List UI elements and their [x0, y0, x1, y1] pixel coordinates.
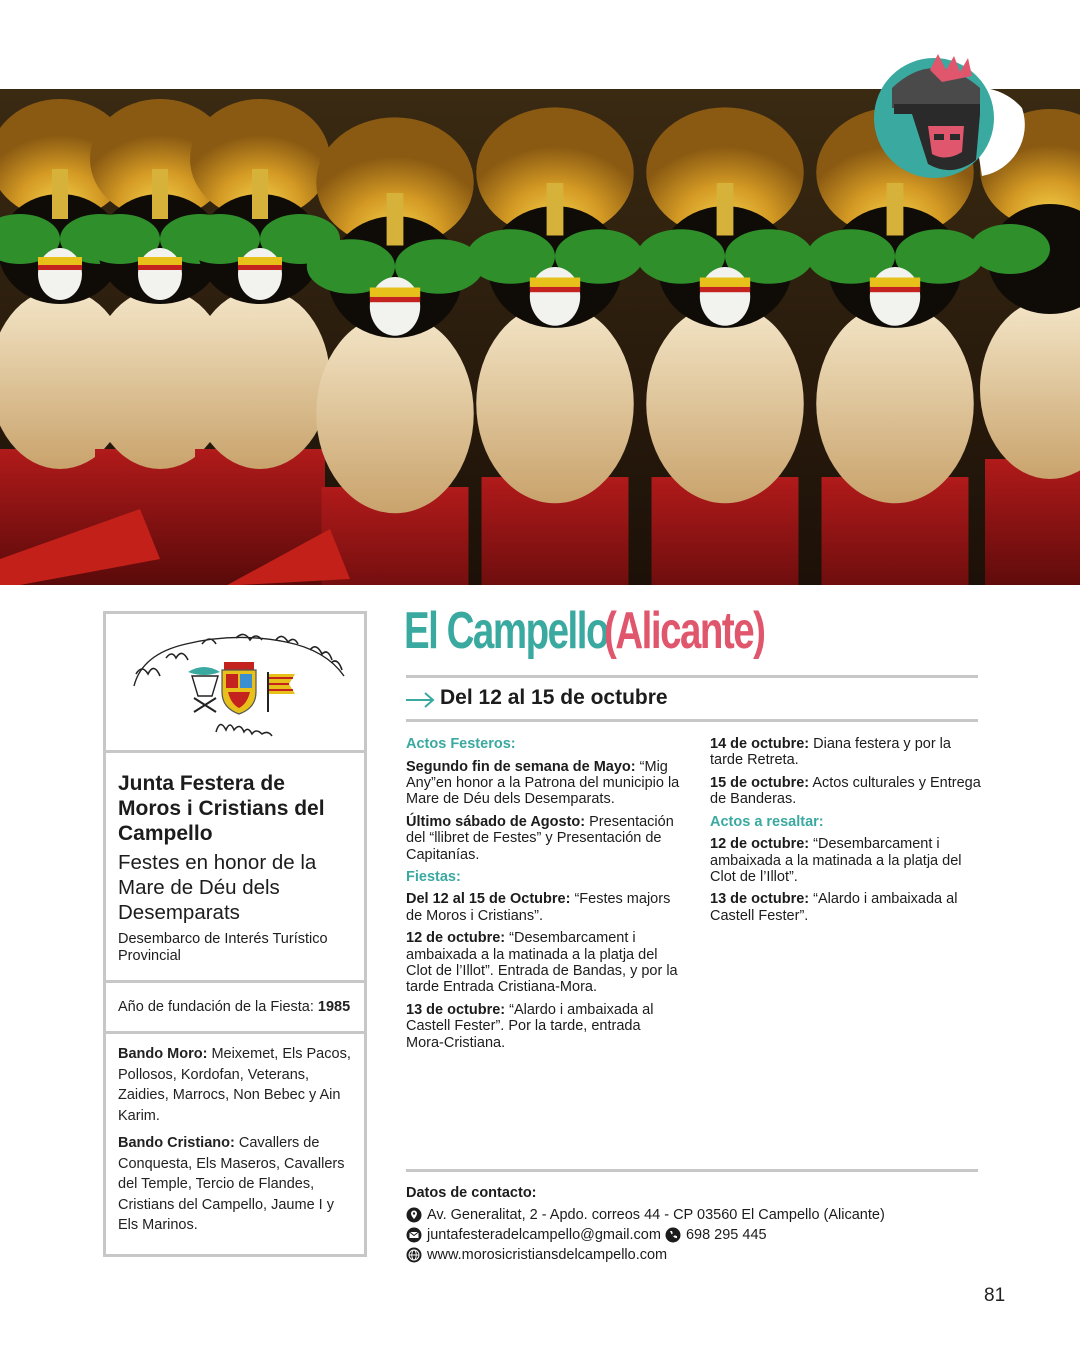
entry-label: 13 de octubre:	[406, 1001, 506, 1018]
divider	[406, 719, 978, 722]
org-subtitle: Festes en honor de la Mare de Déu dels Desemparats	[118, 851, 317, 924]
bando-cristiano	[118, 1133, 352, 1236]
heading-actos: Actos Festeros:	[406, 736, 516, 752]
entry-text: “Festes majors de Moros i Cristians”.	[406, 891, 671, 924]
entry-label: 12 de octubre:	[710, 836, 810, 853]
heading-resaltar: Actos a resaltar:	[710, 813, 824, 830]
org-note: Desembarco de Interés Turístico Provincial	[118, 931, 328, 964]
web-link[interactable]: www.morosicristiansdelcampello.com	[427, 1247, 668, 1263]
entry	[406, 891, 681, 924]
entry-label: 12 de octubre:	[406, 930, 506, 947]
page-title	[404, 601, 765, 681]
info-box	[103, 611, 367, 1257]
entry-label: Segundo fin de semana de Mayo:	[406, 758, 636, 775]
bando-cristiano-list: Cavallers de Conquesta, Els Maseros, Cavallers del Temple, Tercio de Flandes, Cristians del Campello, Jaume I y Els Marinos.	[118, 1135, 345, 1233]
entry-text: “Desembarcament i ambaixada a la matinada a la platja del Clot de l’Illot”. Entrada de Bandas, y por la tarde Entrada Cristiana-Mora.	[406, 930, 678, 996]
globe-icon	[406, 1247, 422, 1263]
entry	[710, 775, 985, 808]
mascot-badge	[872, 48, 1028, 180]
bando-moro-label: Bando Moro:	[118, 1046, 208, 1062]
address-row	[406, 1205, 986, 1225]
divider	[406, 1169, 978, 1172]
entry	[710, 736, 985, 769]
entry	[406, 814, 681, 863]
entry-text: “Alardo i ambaixada al Castell Fester”. Por la tarde, entrada Mora-Cristiana.	[406, 1001, 654, 1051]
entry-label: 13 de octubre:	[710, 891, 810, 908]
org-name: Junta Festera de Moros i Cristians del Campello	[118, 772, 325, 845]
bando-moro-list: Meixemet, Els Pacos, Pollosos, Kordofan, Veterans, Zaidies, Marrocs, Non Bebec y Ain Karim.	[118, 1046, 351, 1124]
email-icon	[406, 1227, 422, 1243]
web-row	[406, 1245, 986, 1265]
entry-label: Último sábado de Agosto:	[406, 813, 586, 830]
contact-section	[406, 1185, 986, 1265]
heading-fiestas: Fiestas:	[406, 868, 461, 885]
entry-text: “Desembarcament i ambaixada a la matinada a la platja del Clot de l’Illot”.	[710, 836, 962, 885]
contact-title: Datos de contacto:	[406, 1185, 537, 1201]
location-pin-icon	[406, 1207, 422, 1223]
bando-moro	[118, 1044, 352, 1126]
title-province: (Alicante)	[604, 602, 765, 660]
entry-label: 15 de octubre:	[710, 774, 810, 791]
bandos-section	[106, 1034, 364, 1236]
org-section	[106, 771, 364, 983]
entry	[406, 1002, 681, 1051]
entry	[406, 759, 681, 808]
arrow-right-icon	[406, 692, 436, 708]
bando-cristiano-label: Bando Cristiano:	[118, 1135, 235, 1151]
entry-text: Diana festera y por la tarde Retreta.	[710, 736, 951, 769]
founding-section	[106, 983, 364, 1034]
page-number: 81	[984, 1285, 1006, 1306]
entry	[710, 891, 985, 924]
email-phone-row	[406, 1225, 986, 1245]
entry	[710, 836, 985, 885]
dates-text: Del 12 al 15 de octubre	[440, 686, 668, 709]
title-place: El Campello	[404, 602, 608, 660]
divider	[406, 675, 978, 678]
entry-text: “Alardo i ambaixada al Castell Fester”.	[710, 891, 958, 924]
org-logo	[106, 614, 364, 753]
founding-year: 1985	[317, 999, 351, 1015]
column-right	[710, 736, 985, 924]
entry-label: Del 12 al 15 de Octubre:	[406, 891, 571, 908]
knight-icon	[872, 48, 1028, 180]
entry-label: 14 de octubre:	[710, 736, 810, 752]
founding-label: Año de fundación de la Fiesta:	[118, 999, 314, 1015]
entry	[406, 930, 681, 996]
address-text: Av. Generalitat, 2 - Apdo. correos 44 - CP 03560 El Campello (Alicante)	[427, 1207, 885, 1223]
email-link[interactable]: juntafesteradelcampello@gmail.com	[427, 1227, 661, 1243]
entry-text: Actos culturales y Entrega de Banderas.	[710, 774, 981, 808]
phone-number[interactable]: 698 295 445	[685, 1227, 767, 1243]
entry-text: “Mig Any”en honor a la Patrona del municipio la Mare de Déu dels Desemparats.	[406, 758, 680, 808]
phone-icon	[665, 1227, 681, 1243]
coat-of-arms-icon	[106, 614, 364, 747]
column-left	[406, 736, 681, 1051]
entry-text: Presentación del “llibret de Festes” y Presentación de Capitanías.	[406, 813, 674, 863]
